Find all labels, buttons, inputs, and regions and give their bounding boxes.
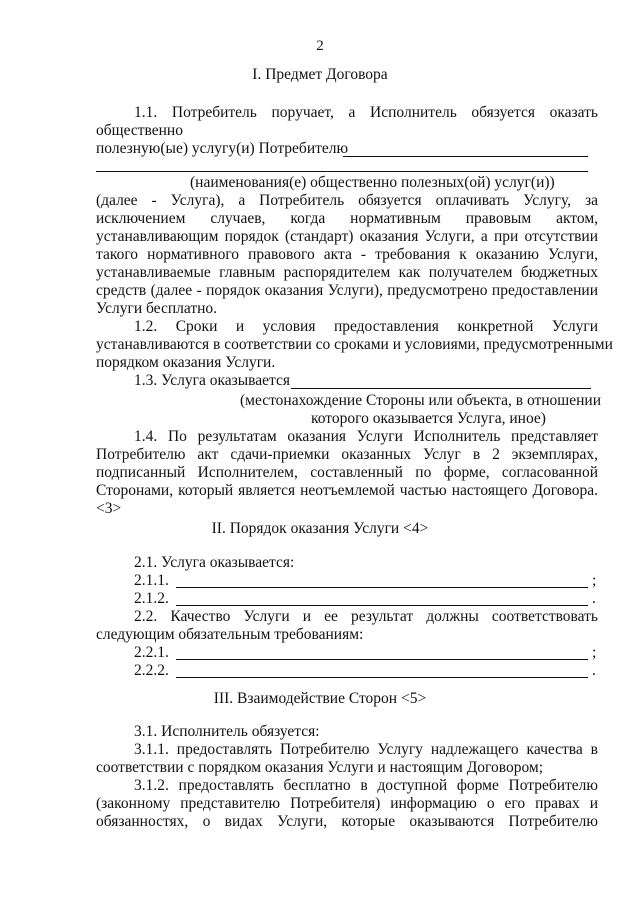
text-line: обязанностях, о видах Услуги, которые оказываются Потребителю [96, 813, 598, 830]
text-line: следующим обязательным требованиям: [96, 626, 364, 643]
text-line: Сторонами, который является неотъемлемой частью настоящего Договора. [96, 482, 598, 499]
text-line: такого нормативного правового акта - требования к оказанию Услуги, [96, 246, 598, 263]
caption-line: (местонахождение Стороны или объекта, в отношении [240, 392, 602, 409]
fill-in-line [96, 171, 588, 172]
text-line: средств (далее - порядок оказания Услуги), предусмотрено предоставлении [96, 282, 598, 299]
item-label: 2.1.2. [134, 590, 169, 607]
item-label: 2.1.1. [134, 572, 169, 589]
text-line: Потребителю акт сдачи-приемки оказанных Услуг в 2 экземплярах, [96, 446, 598, 463]
text-line: 3.1. Исполнитель обязуется: [134, 723, 320, 740]
item-label: 2.2.2. [134, 662, 169, 679]
text-line: 3.1.1. предоставлять Потребителю Услугу надлежащего качества в [134, 741, 598, 758]
fill-in-line [176, 677, 588, 678]
fill-in-line [343, 156, 588, 157]
text-line: (далее - Услуга), а Потребитель обязуется оплачивать Услугу, за [96, 192, 598, 209]
caption-line: которого оказывается Услуга, иное) [311, 410, 546, 427]
text-line: 1.4. По результатам оказания Услуги Исполнитель представляет [134, 428, 598, 445]
page-number: 2 [316, 38, 324, 54]
text-line: полезную(ые) услугу(и) Потребителю [96, 140, 349, 157]
section-3-title: III. Взаимодействие Сторон <5> [213, 690, 427, 707]
text-line: (законному представителю Потребителя) информацию о его правах и [96, 795, 598, 812]
line-end-semicolon: ; [592, 572, 597, 589]
fill-in-line [291, 388, 591, 389]
text-line: 3.1.2. предоставлять бесплатно в доступной форме Потребителю [134, 777, 598, 794]
line-end-period: . [592, 662, 596, 679]
text-line: соответствии с порядком оказания Услуги и настоящим Договором; [96, 759, 544, 776]
line-end-semicolon: ; [592, 644, 597, 661]
fill-in-line [176, 659, 588, 660]
text-line: устанавливаются в соответствии со сроками и условиями, предусмотренными [96, 336, 613, 353]
text-line: 1.3. Услуга оказывается [134, 372, 291, 389]
text-line: устанавливающим порядок (стандарт) оказания Услуги, а при отсутствии [96, 228, 598, 245]
text-line: устанавливаемые главным распорядителем как получателем бюджетных [96, 264, 598, 281]
section-1-title: I. Предмет Договора [252, 66, 388, 83]
text-line: 2.2. Качество Услуги и ее результат должны соответствовать [134, 608, 598, 625]
text-line: <3> [96, 500, 122, 517]
fill-in-line [176, 605, 588, 606]
text-line: исключением случаев, когда нормативным правовым актом, [96, 210, 598, 227]
fill-in-line [176, 587, 588, 588]
text-line: подписанный Исполнителем, составленный по форме, согласованной [96, 464, 598, 481]
text-line: 1.2. Сроки и условия предоставления конкретной Услуги [134, 318, 598, 335]
text-line: порядком оказания Услуги. [96, 354, 276, 371]
section-2-title: II. Порядок оказания Услуги <4> [211, 520, 429, 537]
text-line: Услуги бесплатно. [96, 300, 218, 317]
line-end-period: . [592, 590, 596, 607]
text-line: общественно [96, 122, 183, 139]
item-label: 2.2.1. [134, 644, 169, 661]
text-line: 1.1. Потребитель поручает, а Исполнитель обязуется оказать [134, 104, 598, 121]
text-line: 2.1. Услуга оказывается: [134, 554, 295, 571]
caption-line: (наименования(е) общественно полезных(ой) услуг(и)) [190, 174, 555, 191]
